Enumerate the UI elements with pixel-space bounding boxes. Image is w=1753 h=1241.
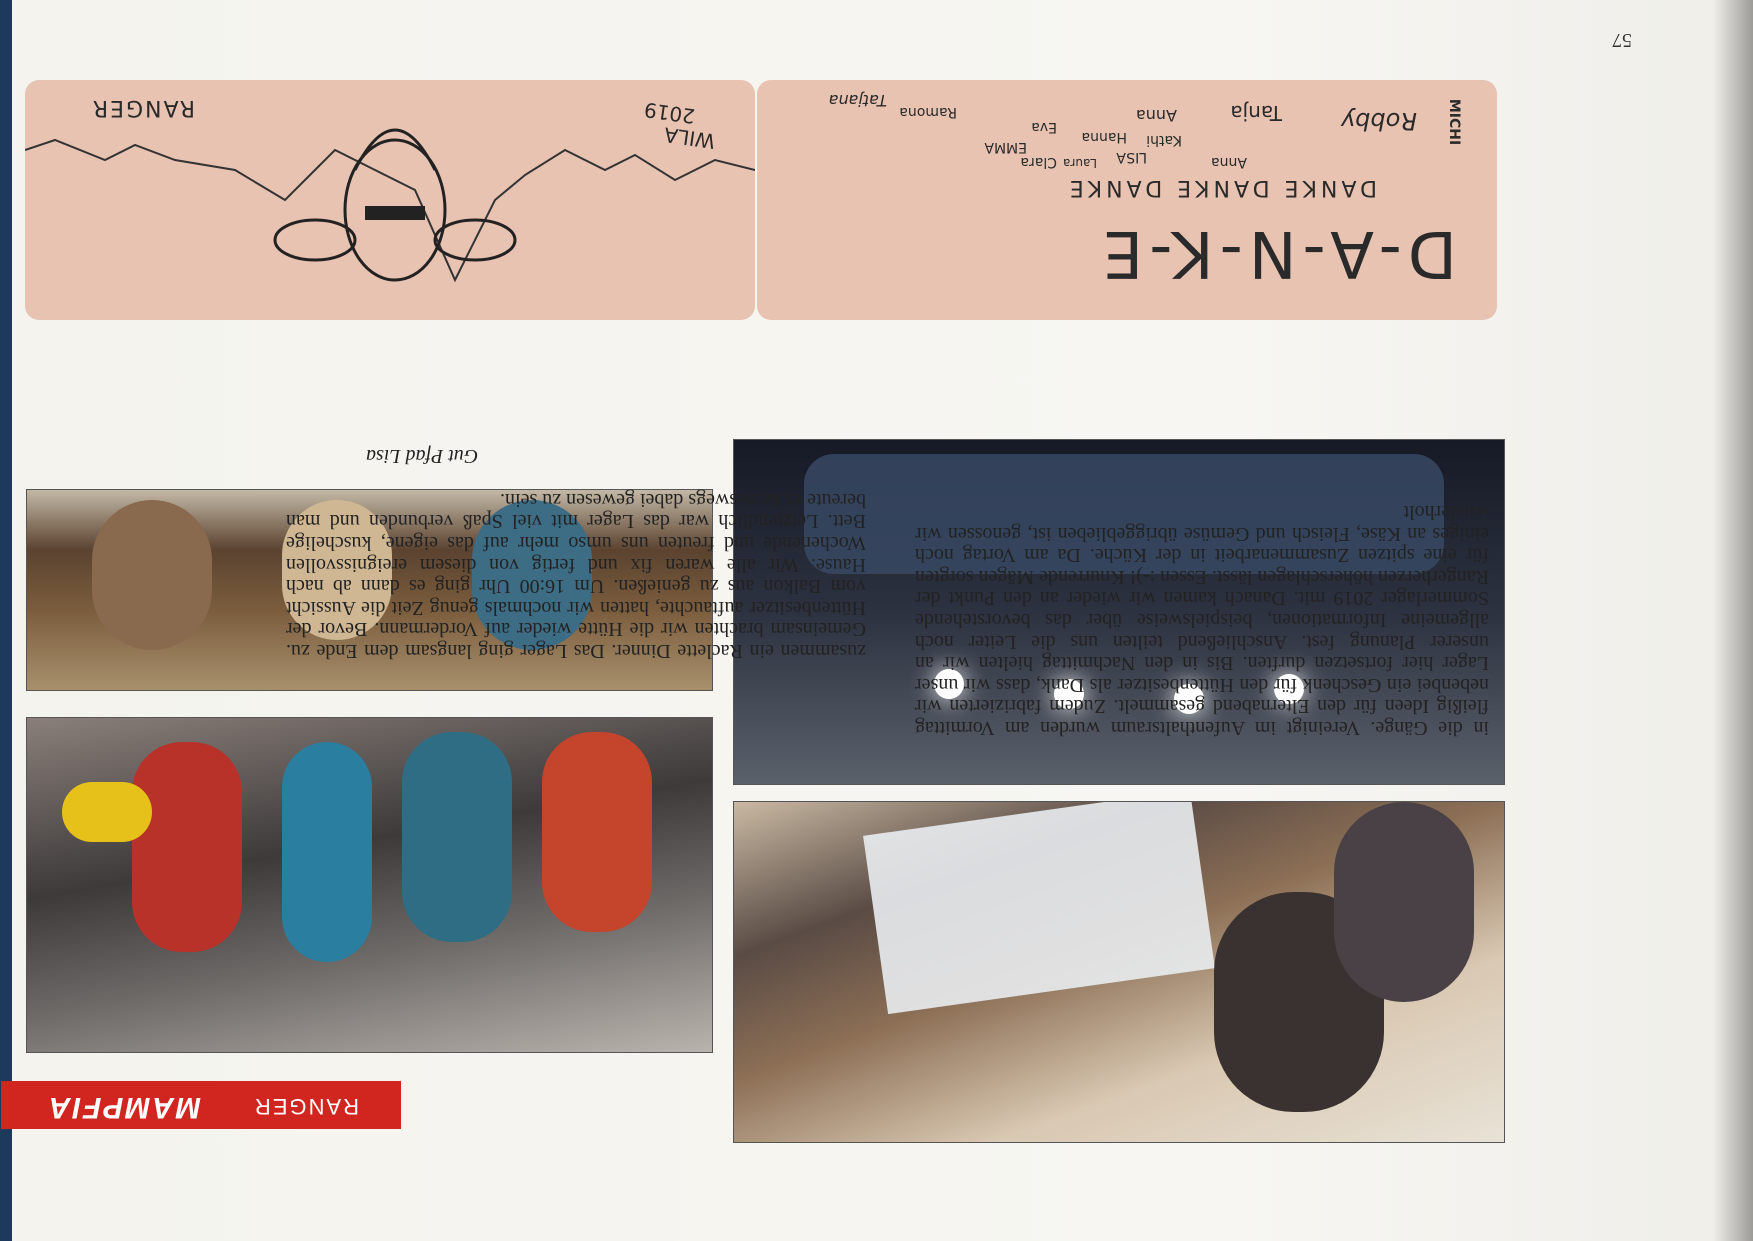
name: Tanja	[1230, 101, 1282, 125]
name: Eva	[1031, 119, 1057, 135]
name: Robby	[1340, 107, 1417, 135]
name: Anna	[1135, 106, 1177, 125]
article-paragraph: zusammen ein Raclette Dinner. Das Lager ging langsam dem Ende zu. Gemeinsam brachten wir die Hütte wieder auf Vordermann. Bevor der Hüttenbesitzer auftauchte, hatten wir nochmals genug Zeit die Aussicht vom Balkon aus zu genießen. Um 16:00 Uhr ging es dann ab nach Hause. Wir alle waren fix und fertig von diesem ereignissvollen Wochenende und freuten uns umso mehr auf das eigene, kuschelige Bett. Letztendlich war das Lager mit viel Spaß verbunden und man bereute es keineswegs dabei gewesen zu sein.	[286, 488, 866, 662]
name: Ramona	[899, 104, 957, 120]
name: Hanna	[1081, 129, 1127, 145]
danke-card	[757, 80, 1497, 320]
book-spine-shadow	[1713, 0, 1753, 1241]
name: Clara	[1020, 154, 1057, 170]
danke-repeated: DANKE DANKE DANKE	[1065, 175, 1377, 200]
magazine-logo: MAMPFIA	[47, 1091, 201, 1124]
section-label: RANGER	[252, 1094, 359, 1119]
name: LISA	[1116, 149, 1147, 165]
wila-card	[25, 80, 755, 320]
name: EMMA	[984, 139, 1027, 155]
article-paragraph: in die Gänge. Vereinigt im Aufenthaltsraum wurden am Vormittag fleißig Ideen für den Elternabend gesammelt. Zudem fabrizierten wir nebenbei ein Geschenk für den Hüttenbesitzer als Dank, dass wir unser Lager hier fortsetzen durften. Bis in den Nachmittag hielten wir an unserer Planung fest. Anschließend teilten uns die Leiter noch allgemeine Informationen, beispielsweise über das bevorstehende Sommerlager 2019 mit. Danach kamen wir wieder an den Punkt der Rangerherzen höherschlagen lässt. Essen :-)! Knurrende Mägen sorgten für eine spitzen Zusammenarbeit in der Küche. Da am Vortag noch einiges an Käse, Fleisch und Gemüse übriggeblieben ist, genossen wir wiederholt	[915, 501, 1489, 739]
name-michi: MICHI	[1445, 98, 1462, 146]
name: Tatjana	[828, 91, 887, 110]
ski-group-photo	[26, 717, 713, 1053]
name: Anna	[1211, 154, 1247, 170]
name: Laura	[1063, 156, 1097, 170]
name: Kathi	[1146, 132, 1182, 148]
article-column-continued	[915, 500, 1489, 738]
wila-label: WILA	[662, 122, 717, 154]
magazine-page	[12, 0, 1753, 1241]
page-number: 57	[1612, 29, 1632, 51]
author-signature: Gut Pfad Lisa	[366, 445, 479, 468]
article-column-closing	[286, 445, 866, 661]
map-planning-photo	[733, 801, 1505, 1143]
section-banner	[1, 1081, 401, 1129]
year-label: 2019	[642, 97, 697, 129]
ranger-label: RANGER	[90, 95, 195, 120]
danke-title: D-A-N-K-E	[1096, 216, 1457, 290]
